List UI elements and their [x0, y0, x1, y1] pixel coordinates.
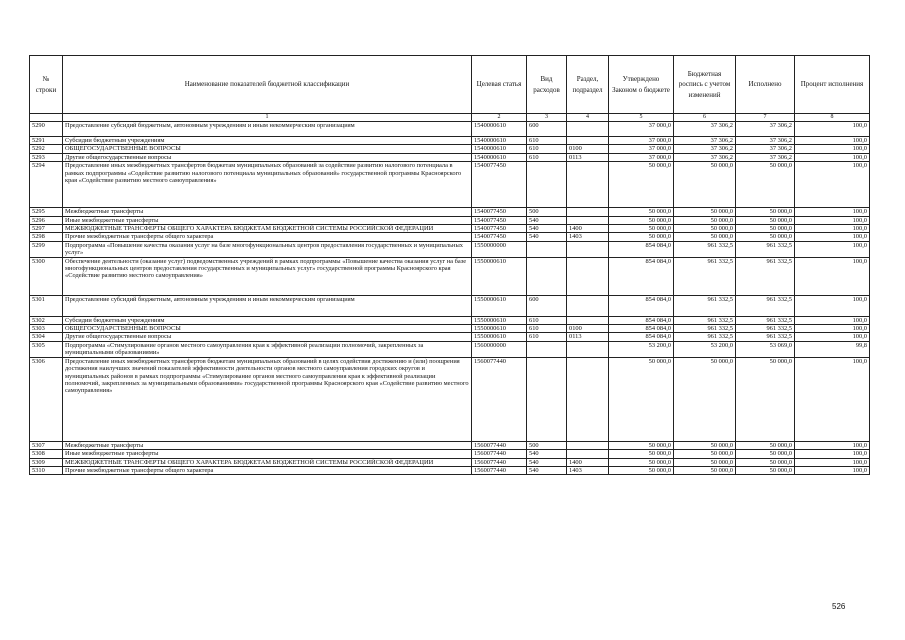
cell-kind: 610	[527, 316, 567, 324]
header-approved: Утверждено Законом о бюджете	[609, 56, 674, 114]
table-row	[30, 441, 870, 449]
column-number: 3	[527, 114, 567, 122]
cell-name: Предоставление иных межбюджетных трансфертов бюджетам муниципальных образований за содействие развитию налогового потенциала в рамках подпрограммы «Содействие развитию налогового потенциала муниципальных образований» государственной программы Красноярского края «Содействие развитию местного самоуправления»	[63, 162, 472, 208]
table-row	[30, 241, 870, 257]
cell-num: 5308	[30, 450, 63, 458]
cell-section	[567, 450, 609, 458]
cell-num: 5291	[30, 137, 63, 145]
cell-planned: 961 332,5	[674, 295, 736, 316]
cell-done: 37 306,2	[736, 145, 795, 153]
cell-percent: 100,0	[795, 257, 870, 295]
budget-table	[29, 55, 870, 475]
cell-kind: 540	[527, 458, 567, 466]
cell-planned: 50 000,0	[674, 208, 736, 216]
cell-target: 1560077440	[472, 450, 527, 458]
cell-section	[567, 357, 609, 441]
cell-kind: 500	[527, 208, 567, 216]
table-row	[30, 137, 870, 145]
table-row	[30, 225, 870, 233]
header-row	[30, 56, 870, 114]
cell-target: 1540077450	[472, 208, 527, 216]
cell-section: 1400	[567, 458, 609, 466]
cell-planned: 37 306,2	[674, 137, 736, 145]
table-body	[30, 122, 870, 475]
cell-name: ОБЩЕГОСУДАРСТВЕННЫЕ ВОПРОСЫ	[63, 145, 472, 153]
cell-percent: 99,8	[795, 341, 870, 357]
cell-percent: 100,0	[795, 466, 870, 474]
cell-kind	[527, 357, 567, 441]
cell-target: 1550000000	[472, 241, 527, 257]
cell-target: 1560077440	[472, 441, 527, 449]
cell-percent: 100,0	[795, 162, 870, 208]
cell-planned: 37 306,2	[674, 122, 736, 137]
column-number: 2	[472, 114, 527, 122]
cell-target: 1540000610	[472, 137, 527, 145]
cell-planned: 50 000,0	[674, 162, 736, 208]
cell-name: Прочие межбюджетные трансферты общего характера	[63, 466, 472, 474]
cell-kind	[527, 341, 567, 357]
cell-target: 1540077450	[472, 233, 527, 241]
page-number: 526	[832, 602, 846, 611]
cell-done: 961 332,5	[736, 333, 795, 341]
cell-name: Субсидии бюджетным учреждениям	[63, 316, 472, 324]
cell-target: 1540000610	[472, 122, 527, 137]
cell-name: Прочие межбюджетные трансферты общего характера	[63, 233, 472, 241]
cell-kind	[527, 257, 567, 295]
cell-done: 37 306,2	[736, 122, 795, 137]
cell-name: Межбюджетные трансферты	[63, 441, 472, 449]
cell-done: 961 332,5	[736, 295, 795, 316]
cell-done: 37 306,2	[736, 137, 795, 145]
cell-name: Субсидии бюджетным учреждениям	[63, 137, 472, 145]
cell-kind: 540	[527, 466, 567, 474]
cell-approved: 854 084,0	[609, 325, 674, 333]
cell-num: 5295	[30, 208, 63, 216]
cell-target: 1540077450	[472, 216, 527, 224]
cell-approved: 854 084,0	[609, 316, 674, 324]
cell-done: 50 000,0	[736, 450, 795, 458]
cell-approved: 854 084,0	[609, 257, 674, 295]
cell-approved: 50 000,0	[609, 458, 674, 466]
cell-planned: 961 332,5	[674, 241, 736, 257]
cell-approved: 50 000,0	[609, 208, 674, 216]
cell-planned: 50 000,0	[674, 216, 736, 224]
cell-planned: 50 000,0	[674, 357, 736, 441]
cell-percent: 100,0	[795, 225, 870, 233]
cell-name: ОБЩЕГОСУДАРСТВЕННЫЕ ВОПРОСЫ	[63, 325, 472, 333]
cell-done: 961 332,5	[736, 325, 795, 333]
table-row	[30, 257, 870, 295]
cell-kind: 540	[527, 216, 567, 224]
table-row	[30, 233, 870, 241]
cell-kind: 600	[527, 122, 567, 137]
table-row	[30, 145, 870, 153]
cell-name: Предоставление иных межбюджетных трансфертов бюджетам муниципальных образований в целях содействия достижению и (или) поощрения достижения наилучших значений показателей эффективности деятельности органов местного самоуправления городских округов и муниципальных районов в рамках подпрограммы «Стимулирование органов местного самоуправления края к эффективной реализации полномочий, закрепленных за муниципальными образованиями» государственной программы Красноярского края «Содействие развитию местного самоуправления»	[63, 357, 472, 441]
cell-name: Предоставление субсидий бюджетным, автономным учреждениям и иным некоммерческим организациям	[63, 122, 472, 137]
header-planned: Бюджетная роспись с учетом изменений	[674, 56, 736, 114]
cell-approved: 854 084,0	[609, 295, 674, 316]
cell-done: 50 000,0	[736, 208, 795, 216]
cell-num: 5306	[30, 357, 63, 441]
cell-section	[567, 257, 609, 295]
cell-name: Иные межбюджетные трансферты	[63, 450, 472, 458]
cell-kind	[527, 241, 567, 257]
cell-target: 1550000610	[472, 257, 527, 295]
table-row	[30, 153, 870, 161]
cell-percent: 100,0	[795, 137, 870, 145]
cell-num: 5302	[30, 316, 63, 324]
cell-percent: 100,0	[795, 333, 870, 341]
cell-target: 1560077440	[472, 466, 527, 474]
cell-done: 50 000,0	[736, 441, 795, 449]
cell-approved: 37 000,0	[609, 153, 674, 161]
cell-section	[567, 162, 609, 208]
cell-name: Другие общегосударственные вопросы	[63, 333, 472, 341]
cell-num: 5298	[30, 233, 63, 241]
cell-target: 1560077440	[472, 458, 527, 466]
cell-section	[567, 122, 609, 137]
cell-percent: 100,0	[795, 122, 870, 137]
column-number: 6	[674, 114, 736, 122]
cell-num: 5309	[30, 458, 63, 466]
cell-planned: 50 000,0	[674, 450, 736, 458]
table-row	[30, 316, 870, 324]
header-done: Исполнено	[736, 56, 795, 114]
cell-approved: 50 000,0	[609, 162, 674, 208]
cell-kind: 610	[527, 333, 567, 341]
cell-percent: 100,0	[795, 145, 870, 153]
cell-planned: 53 200,0	[674, 341, 736, 357]
cell-section	[567, 316, 609, 324]
column-number: 8	[795, 114, 870, 122]
cell-num: 5292	[30, 145, 63, 153]
cell-kind: 600	[527, 295, 567, 316]
cell-approved: 37 000,0	[609, 145, 674, 153]
cell-target: 1550000610	[472, 295, 527, 316]
cell-done: 50 000,0	[736, 162, 795, 208]
cell-kind: 610	[527, 145, 567, 153]
cell-done: 50 000,0	[736, 216, 795, 224]
cell-section: 0113	[567, 333, 609, 341]
cell-num: 5296	[30, 216, 63, 224]
table-row	[30, 216, 870, 224]
cell-section	[567, 341, 609, 357]
cell-planned: 37 306,2	[674, 145, 736, 153]
cell-planned: 50 000,0	[674, 441, 736, 449]
cell-done: 50 000,0	[736, 466, 795, 474]
cell-name: Другие общегосударственные вопросы	[63, 153, 472, 161]
table-row	[30, 325, 870, 333]
cell-num: 5307	[30, 441, 63, 449]
cell-name: Предоставление субсидий бюджетным, автономным учреждениям и иным некоммерческим организациям	[63, 295, 472, 316]
cell-section	[567, 216, 609, 224]
cell-num: 5303	[30, 325, 63, 333]
cell-num: 5304	[30, 333, 63, 341]
cell-num: 5300	[30, 257, 63, 295]
cell-target: 1540000610	[472, 145, 527, 153]
table-row	[30, 295, 870, 316]
cell-num: 5294	[30, 162, 63, 208]
cell-section: 0100	[567, 145, 609, 153]
cell-planned: 50 000,0	[674, 233, 736, 241]
cell-done: 50 000,0	[736, 357, 795, 441]
cell-percent: 100,0	[795, 316, 870, 324]
cell-kind: 610	[527, 137, 567, 145]
table-row	[30, 208, 870, 216]
cell-kind: 540	[527, 450, 567, 458]
cell-planned: 50 000,0	[674, 225, 736, 233]
table-row	[30, 466, 870, 474]
cell-section: 1403	[567, 466, 609, 474]
cell-planned: 961 332,5	[674, 333, 736, 341]
cell-section	[567, 295, 609, 316]
cell-done: 50 000,0	[736, 458, 795, 466]
cell-done: 37 306,2	[736, 153, 795, 161]
header-section: Раздел, подраздел	[567, 56, 609, 114]
table-row	[30, 341, 870, 357]
cell-kind: 610	[527, 153, 567, 161]
column-number	[30, 114, 63, 122]
column-number: 7	[736, 114, 795, 122]
cell-done: 961 332,5	[736, 316, 795, 324]
cell-kind: 610	[527, 325, 567, 333]
cell-approved: 37 000,0	[609, 137, 674, 145]
cell-num: 5310	[30, 466, 63, 474]
cell-section: 1400	[567, 225, 609, 233]
cell-kind: 540	[527, 233, 567, 241]
cell-done: 50 000,0	[736, 225, 795, 233]
cell-section	[567, 241, 609, 257]
cell-approved: 50 000,0	[609, 233, 674, 241]
cell-section	[567, 208, 609, 216]
cell-target: 1540077450	[472, 225, 527, 233]
table-row	[30, 357, 870, 441]
cell-approved: 50 000,0	[609, 441, 674, 449]
column-number: 4	[567, 114, 609, 122]
cell-percent: 100,0	[795, 208, 870, 216]
cell-percent: 100,0	[795, 441, 870, 449]
cell-num: 5293	[30, 153, 63, 161]
cell-percent: 100,0	[795, 458, 870, 466]
cell-section: 1403	[567, 233, 609, 241]
cell-name: МЕЖБЮДЖЕТНЫЕ ТРАНСФЕРТЫ ОБЩЕГО ХАРАКТЕРА БЮДЖЕТАМ БЮДЖЕТНОЙ СИСТЕМЫ РОССИЙСКОЙ ФЕДЕРАЦИИ	[63, 225, 472, 233]
cell-planned: 37 306,2	[674, 153, 736, 161]
cell-section	[567, 137, 609, 145]
cell-name: МЕЖБЮДЖЕТНЫЕ ТРАНСФЕРТЫ ОБЩЕГО ХАРАКТЕРА БЮДЖЕТАМ БЮДЖЕТНОЙ СИСТЕМЫ РОССИЙСКОЙ ФЕДЕРАЦИИ	[63, 458, 472, 466]
cell-percent: 100,0	[795, 295, 870, 316]
cell-kind	[527, 162, 567, 208]
cell-name: Иные межбюджетные трансферты	[63, 216, 472, 224]
cell-percent: 100,0	[795, 357, 870, 441]
cell-planned: 961 332,5	[674, 316, 736, 324]
cell-approved: 854 084,0	[609, 241, 674, 257]
cell-target: 1550000610	[472, 325, 527, 333]
cell-kind: 540	[527, 225, 567, 233]
column-number: 1	[63, 114, 472, 122]
cell-percent: 100,0	[795, 233, 870, 241]
cell-target: 1540077450	[472, 162, 527, 208]
cell-planned: 961 332,5	[674, 325, 736, 333]
cell-num: 5297	[30, 225, 63, 233]
header-name: Наименование показателей бюджетной классификации	[63, 56, 472, 114]
cell-num: 5301	[30, 295, 63, 316]
cell-done: 961 332,5	[736, 241, 795, 257]
cell-num: 5290	[30, 122, 63, 137]
cell-percent: 100,0	[795, 216, 870, 224]
cell-target: 1540000610	[472, 153, 527, 161]
cell-num: 5305	[30, 341, 63, 357]
table-row	[30, 450, 870, 458]
column-number: 5	[609, 114, 674, 122]
cell-target: 1560000000	[472, 341, 527, 357]
cell-target: 1550000610	[472, 316, 527, 324]
cell-section	[567, 441, 609, 449]
cell-approved: 50 000,0	[609, 466, 674, 474]
cell-name: Обеспечение деятельности (оказание услуг) подведомственных учреждений в рамках подпрограммы «Повышение качества оказания услуг на базе многофункциональных центров предоставления государственных и муниципальных услуг» государственной программы Красноярского края «Содействие развитию местного самоуправления»	[63, 257, 472, 295]
cell-section: 0100	[567, 325, 609, 333]
cell-done: 53 069,0	[736, 341, 795, 357]
cell-planned: 50 000,0	[674, 466, 736, 474]
header-target: Целевая статья	[472, 56, 527, 114]
table-row	[30, 333, 870, 341]
cell-percent: 100,0	[795, 153, 870, 161]
table-row	[30, 122, 870, 137]
cell-section: 0113	[567, 153, 609, 161]
cell-approved: 854 084,0	[609, 333, 674, 341]
cell-target: 1560077440	[472, 357, 527, 441]
cell-kind: 500	[527, 441, 567, 449]
cell-num: 5299	[30, 241, 63, 257]
cell-percent: 100,0	[795, 241, 870, 257]
cell-approved: 50 000,0	[609, 450, 674, 458]
cell-name: Межбюджетные трансферты	[63, 208, 472, 216]
cell-approved: 37 000,0	[609, 122, 674, 137]
cell-percent: 100,0	[795, 450, 870, 458]
cell-approved: 50 000,0	[609, 357, 674, 441]
cell-done: 50 000,0	[736, 233, 795, 241]
cell-approved: 50 000,0	[609, 225, 674, 233]
table-row	[30, 458, 870, 466]
cell-name: Подпрограмма «Повышение качества оказания услуг на базе многофункциональных центров предоставления государственных и муниципальных услуг»	[63, 241, 472, 257]
cell-name: Подпрограмма «Стимулирование органов местного самоуправления края к эффективной реализации полномочий, закрепленных за муниципальными образованиями»	[63, 341, 472, 357]
cell-planned: 50 000,0	[674, 458, 736, 466]
table-row	[30, 162, 870, 208]
cell-approved: 53 200,0	[609, 341, 674, 357]
cell-planned: 961 332,5	[674, 257, 736, 295]
header-row-no: № строки	[30, 56, 63, 114]
header-percent: Процент исполнения	[795, 56, 870, 114]
header-kind: Вид расходов	[527, 56, 567, 114]
cell-done: 961 332,5	[736, 257, 795, 295]
cell-percent: 100,0	[795, 325, 870, 333]
cell-approved: 50 000,0	[609, 216, 674, 224]
cell-target: 1550000610	[472, 333, 527, 341]
column-number-row	[30, 114, 870, 122]
